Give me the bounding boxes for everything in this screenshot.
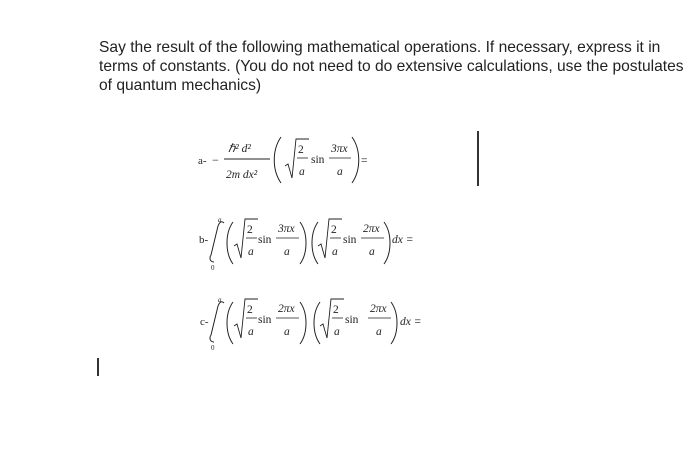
equation-b-upper-limit: a <box>218 216 222 224</box>
equation-c-arg1-num: 2πx <box>278 303 295 315</box>
equation-b-arg2-num: 2πx <box>363 223 380 235</box>
equation-a-right-paren <box>352 137 359 183</box>
equation-a-arg-den: a <box>337 166 343 178</box>
equation-b-paren2-left <box>312 222 318 264</box>
equation-b-sin1: sin <box>258 234 272 246</box>
equation-b-paren2-right <box>384 222 390 264</box>
equation-b-sqrt2-den: a <box>332 246 338 258</box>
equation-b-integral <box>210 222 224 262</box>
equation-b-paren1-right <box>300 222 306 264</box>
equation-b-sqrt2-num: 2 <box>331 224 337 236</box>
equation-a-arg-num: 3πx <box>331 143 348 155</box>
equation-c-dx: dx = <box>400 316 422 328</box>
equation-c-sin2: sin <box>345 314 359 326</box>
equation-b-sqrt1-num: 2 <box>247 224 253 236</box>
equation-a-minus: − <box>212 153 219 167</box>
equation-c-integral <box>210 302 224 342</box>
equation-c-sqrt2 <box>320 299 344 338</box>
text-cursor-right <box>477 131 479 186</box>
equation-b-paren1-left <box>227 222 233 264</box>
equation-a-sqrt-den: a <box>299 166 305 178</box>
equation-b-arg1-num: 3πx <box>278 223 295 235</box>
text-cursor-left <box>97 358 99 376</box>
equation-c-lower-limit: 0 <box>211 344 215 352</box>
equation-b-label: b- <box>199 234 209 246</box>
equation-b-sqrt1-den: a <box>248 246 254 258</box>
equation-a-sqrt-num: 2 <box>298 144 304 156</box>
equation-c-upper-limit: a <box>218 296 222 304</box>
equation-b-arg1-den: a <box>284 246 290 258</box>
equation-c <box>200 296 422 352</box>
equation-b <box>199 216 414 272</box>
equation-c-sqrt2-num: 2 <box>333 304 339 316</box>
equation-c-paren2-right <box>391 302 397 344</box>
equation-b-dx: dx = <box>392 234 414 246</box>
equation-b-sin2: sin <box>343 234 357 246</box>
equation-c-label: c- <box>200 316 209 328</box>
equation-c-paren1-left <box>227 302 233 344</box>
equation-c-arg2-den: a <box>376 326 382 338</box>
equation-a-left-paren <box>274 137 281 183</box>
equation-a-equals: = <box>361 155 368 167</box>
equation-a-sqrt <box>285 139 309 178</box>
equation-b-arg2-den: a <box>369 246 375 258</box>
equation-c-sqrt1-num: 2 <box>247 304 253 316</box>
equation-c-paren1-right <box>300 302 306 344</box>
equation-a <box>198 137 368 183</box>
equation-a-sin: sin <box>311 154 325 166</box>
equation-b-sqrt2 <box>318 219 342 258</box>
equation-a-label: a- <box>198 155 207 167</box>
equation-c-sqrt1 <box>234 299 258 338</box>
equation-c-sqrt2-den: a <box>334 326 340 338</box>
equation-c-sin1: sin <box>258 314 272 326</box>
equation-b-sqrt1 <box>234 219 258 258</box>
equation-c-arg2-num: 2πx <box>370 303 387 315</box>
equation-c-paren2-left <box>314 302 320 344</box>
equation-c-sqrt1-den: a <box>248 326 254 338</box>
equation-a-hbar-derivative: ℏ² d² <box>228 143 251 155</box>
equation-c-arg1-den: a <box>284 326 290 338</box>
equation-a-denominator: 2m dx² <box>226 169 258 181</box>
question-prompt: Say the result of the following mathematical operations. If necessary, express it in terms of constants. (You do not need to do extensive calculations, use the postulates of quantum mechanics) <box>99 39 684 94</box>
equation-b-lower-limit: 0 <box>211 264 215 272</box>
